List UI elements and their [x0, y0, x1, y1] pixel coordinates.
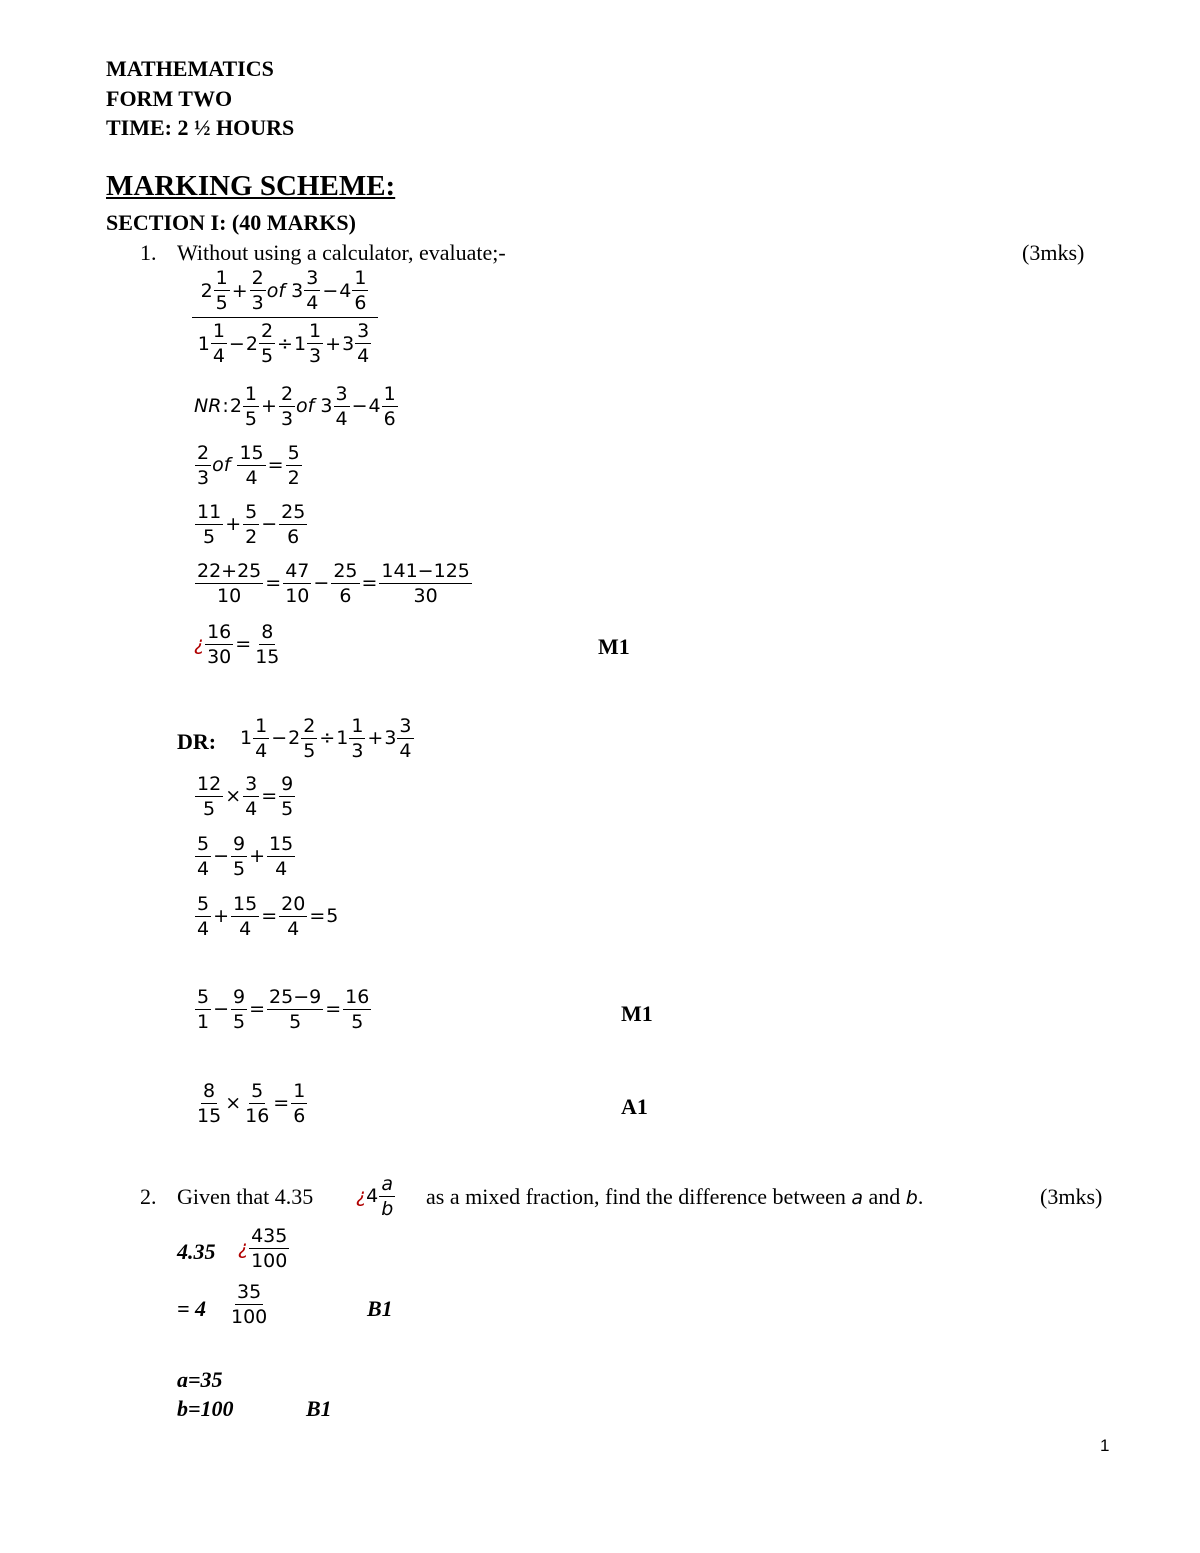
question-2-period: .: [917, 1184, 924, 1209]
question-1-number: 1.: [140, 240, 157, 265]
q2-step-2-label: = 4: [177, 1296, 207, 1321]
question-2-number: 2.: [140, 1184, 157, 1209]
question-2-text-middle: as a mixed fraction, find the difference between: [426, 1184, 846, 1209]
nr-label: NR: [194, 395, 222, 418]
nr-step-3: $\frac{22+25}{10}$ = $\frac{47}{10}$ − $\frac{25}{6}$ = $\frac{141-125}{30}$: [197, 560, 470, 607]
mark-a1: A1: [621, 1094, 648, 1119]
mark-b1-first: B1: [367, 1296, 393, 1321]
dr-step-3: 5 4 + $\frac{15}{4}$ = $\frac{20}{4}$ = 5: [197, 893, 339, 940]
q2-b-value: b=100: [177, 1396, 234, 1421]
q1-compound-fraction: 2 1 5 + $\frac{2}{3}$ of 3 3 4 − 4 $\frac{1}{6}$ 1 1 4 − 2 $\frac{2}{5}$ ÷ 1 $\frac{1}{3}$ + 3 $\frac{3}{4}$: [192, 268, 378, 367]
question-2-marks: (3mks): [1040, 1184, 1103, 1209]
dr-step-1: $\frac{12}{5}$ × $\frac{3}{4}$ = $\frac{9}{5}$: [197, 773, 294, 820]
subject-heading: MATHEMATICS: [106, 56, 274, 81]
nr-step-2: 11 5 + $\frac{5}{2}$ − $\frac{25}{6}$: [197, 501, 306, 548]
question-1-text: Without using a calculator, evaluate;-: [177, 240, 506, 265]
mark-m1-nr: M1: [598, 634, 630, 659]
q2-step-2-fraction: 35 100: [231, 1281, 268, 1328]
nr-step-1: 2 3 of $\frac{15}{4}$ = $\frac{5}{2}$: [197, 442, 300, 489]
dr-label: DR:: [177, 729, 217, 754]
q2-a-value: a=35: [177, 1367, 223, 1392]
question-2-text-start: Given that 4.35: [177, 1184, 314, 1209]
mark-b1-second: B1: [306, 1396, 332, 1421]
dr-step-2: 5 4 − $\frac{9}{5}$ + $\frac{15}{4}$: [197, 833, 294, 880]
page-number: 1: [1100, 1436, 1110, 1455]
variable-a: a: [851, 1187, 864, 1209]
q2-step-1-label: 4.35: [177, 1239, 216, 1264]
nr-expression: NR : 2 1 5 + $\frac{2}{3}$ of 3 3 4 − 4 $\frac{1}{6}$: [194, 383, 396, 430]
dr-step-4: 5 1 − $\frac{9}{5}$ = $\frac{25-9}{5}$ = $\frac{16}{5}$: [197, 986, 370, 1033]
time-heading: TIME: 2 ½ HOURS: [106, 115, 295, 140]
question-2-text-rest: [426, 1184, 923, 1210]
nr-step-4: ¿ $\frac{16}{30}$ = $\frac{8}{15}$: [194, 621, 280, 668]
final-step: $\frac{8}{15}$ × $\frac{5}{16}$ = $\frac{1}{6}$: [197, 1080, 306, 1127]
question-2-mixed-fraction: ¿ 4 a b: [356, 1173, 394, 1220]
page-title: MARKING SCHEME:: [106, 170, 396, 202]
q2-step-1-fraction: ¿ 435 100: [238, 1225, 288, 1272]
dr-expression: 1 1 4 − 2 $\frac{2}{5}$ ÷ 1 $\frac{1}{3}$ + 3 $\frac{3}{4}$: [240, 715, 412, 762]
section-heading: SECTION I: (40 MARKS): [106, 210, 356, 235]
and-word: and: [868, 1184, 901, 1209]
variable-b: b: [905, 1187, 918, 1209]
question-1-marks: (3mks): [1022, 240, 1085, 265]
mark-m1-dr: M1: [621, 1001, 653, 1026]
form-heading: FORM TWO: [106, 86, 233, 111]
